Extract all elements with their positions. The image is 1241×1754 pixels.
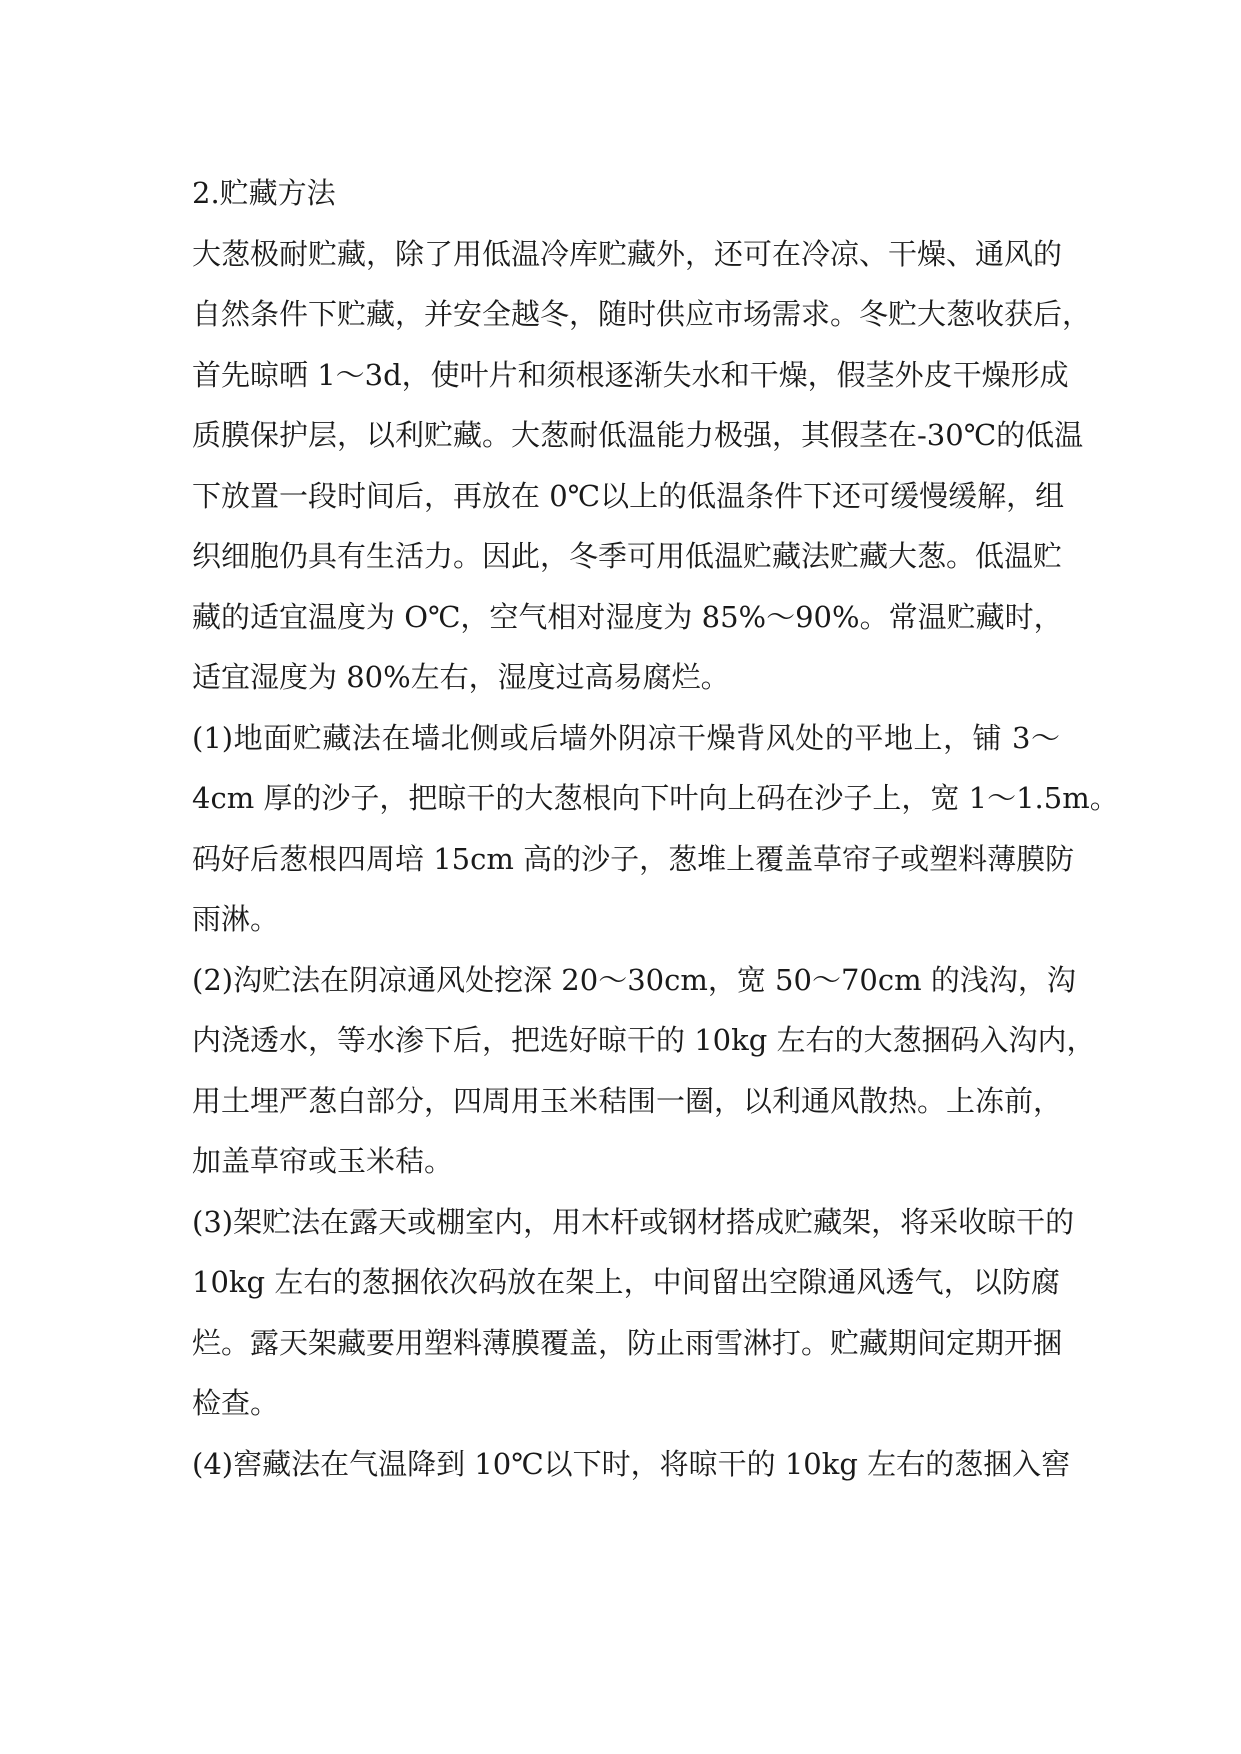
text-line: 织细胞仍具有生活力。因此，冬季可用低温贮藏法贮藏大葱。低温贮 (192, 539, 1063, 573)
text-line: 藏的适宜温度为 O℃，空气相对湿度为 85%～90%。常温贮藏时， (192, 599, 1063, 634)
text-line: 大葱极耐贮藏，除了用低温冷库贮藏外，还可在冷凉、干燥、通风的 (192, 236, 1063, 271)
text-line: 烂。露天架藏要用塑料薄膜覆盖，防止雨雪淋打。贮藏期间定期开捆 (192, 1325, 1063, 1360)
text-line: (3)架贮法在露天或棚室内，用木杆或钢材搭成贮藏架，将采收晾干的 (192, 1204, 1075, 1239)
text-line: 码好后葱根四周培 15cm 高的沙子，葱堆上覆盖草帘子或塑料薄膜防 (192, 841, 1075, 876)
text-line: 加盖草帘或玉米秸。 (192, 1144, 454, 1178)
text-line: 4cm 厚的沙子，把晾干的大葱根向下叶向上码在沙子上，宽 1～1.5m。 (192, 781, 1119, 815)
text-line: 雨淋。 (192, 902, 280, 936)
text-line: 首先晾晒 1～3d，使叶片和须根逐渐失水和干燥，假茎外皮干燥形成 (192, 357, 1069, 392)
text-line: (4)窖藏法在气温降到 10℃以下时，将晾干的 10kg 左右的葱捆入窖 (192, 1446, 1071, 1481)
text-line: 下放置一段时间后，再放在 0℃以上的低温条件下还可缓慢缓解，组 (192, 478, 1065, 513)
text-line: 内浇透水，等水渗下后，把选好晾干的 10kg 左右的大葱捆码入沟内， (192, 1023, 1096, 1057)
text-line: (1)地面贮藏法在墙北侧或后墙外阴凉干燥背风处的平地上，铺 3～ (192, 720, 1060, 755)
text-line: (2)沟贮法在阴凉通风处挖深 20～30cm，宽 50～70cm 的浅沟，沟 (192, 962, 1076, 997)
text-line: 检查。 (192, 1386, 280, 1420)
section-heading: 2.贮藏方法 (192, 176, 336, 210)
text-line: 用土埋严葱白部分，四周用玉米秸围一圈，以利通风散热。上冻前， (192, 1083, 1063, 1118)
text-line: 适宜湿度为 80%左右，湿度过高易腐烂。 (192, 660, 730, 694)
text-line: 10kg 左右的葱捆依次码放在架上，中间留出空隙通风透气，以防腐 (192, 1265, 1060, 1299)
document-body (192, 163, 1119, 1494)
text-line: 自然条件下贮藏，并安全越冬，随时供应市场需求。冬贮大葱收获后， (192, 297, 1092, 331)
text-line: 质膜保护层，以利贮藏。大葱耐低温能力极强，其假茎在-30℃的低温 (192, 418, 1084, 452)
